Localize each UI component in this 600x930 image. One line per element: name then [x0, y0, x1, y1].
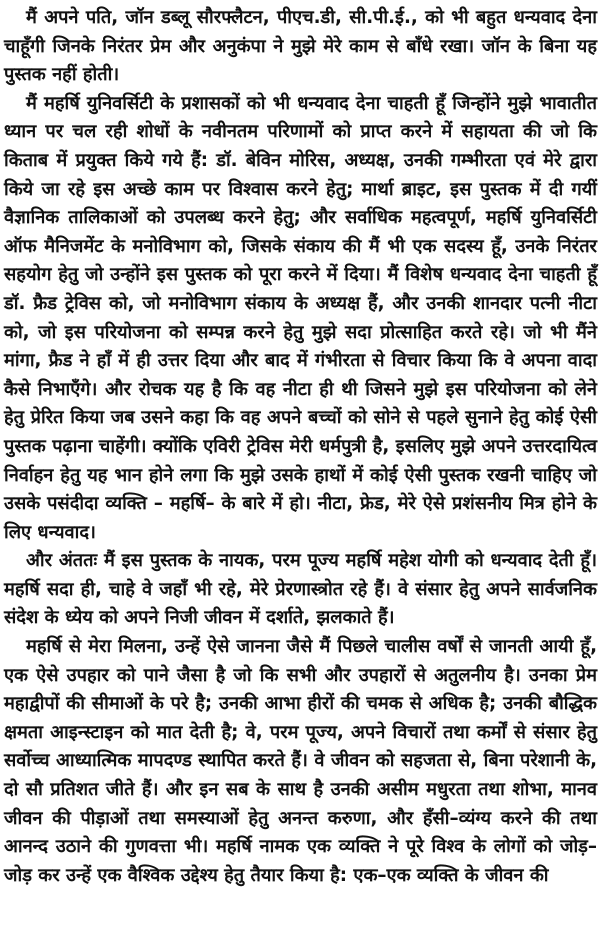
paragraph-thanks-university: मैं महर्षि युनिवर्सिटी के प्रशासकों को भी धन्यवाद देना चाहती हूँ जिन्होंने मुझे भावातीत ध्यान पर चल रही शोधों के नवीनतम परिणामों को प्राप्त करने में सहायता की जो कि किताब में प्रयुक्त किये गये हैं: डॉ. बेविन मोरिस, अध्यक्ष, उनकी गम्भीरता एवं मेरे द्वारा किये जा रहे इस अच्छे काम पर विश्वास करने हेतु; मार्था ब्राइट, इस पुस्तक में दी गयीं वैज्ञानिक तालिकाओं को उपलब्ध करने हेतु; और सर्वाधिक महत्वपूर्ण, महर्षि युनिवर्सिटी ऑफ मैनिजमेंट के मनोविभाग को, जिसके संकाय की मैं भी एक सदस्य हूँ, उनके निरंतर सहयोग हेतु जो उन्होंने इस पुस्तक को पूरा करने में दिया। मैं विशेष धन्यवाद देना चाहती हूँ डॉ. फ्रैड ट्रेविस को, जो मनोविभाग संकाय के अध्यक्ष हैं, और उनकी शानदार पत्नी नीटा को, जो इस परियोजना को सम्पन्न करने हेतु मुझे सदा प्रोत्साहित करते रहे। जो भी मैंने मांगा, फ्रैड ने हाँ में ही उत्तर दिया और बाद में गंभीरता से विचार किया कि वे अपना वादा कैसे निभाएँगे। और रोचक यह है कि वह नीटा ही थी जिसने मुझे इस परियोजना को लेने हेतु प्रेरित किया जब उसने कहा कि वह अपने बच्चों को सोने से पहले सुनाने हेतु कोई ऐसी पुस्तक पढ़ाना चाहेंगी। क्योंकि एविरी ट्रेविस मेरी धर्मपुत्री है, इसलिए मुझे अपने उत्तरदायित्व निर्वाहन हेतु यह भान होने लगा कि मुझे उसके हाथों में कोई ऐसी पुस्तक रखनी चाहिए जो उसके पसंदीदा व्यक्ति – महर्षि– के बारे में हो। नीटा, फ्रेड, मेरे ऐसे प्रशंसनीय मित्र होने के लिए धन्यवाद। — [4, 92, 597, 543]
paragraph-about-maharishi: महर्षि से मेरा मिलना, उन्हें ऐसे जानना जैसे मैं पिछले चालीस वर्षों से जानती आयी हूँ, एक ऐसे उपहार को पाने जैसा है जो कि सभी और उपहारों से अतुलनीय है। उनका प्रेम महाद्वीपों की सीमाओं के परे है; उनकी आभा हीरों की चमक से अधिक है; उनकी बौद्धिक क्षमता आइन्स्टाइन को मात देती है; वे, परम पूज्य, अपने विचारों तथा कर्मों से संसार हेतु सर्वोच्च आध्यात्मिक मापदण्ड स्थापित करते हैं। वे जीवन को सहजता से, बिना परेशानी के, दो सौ प्रतिशत जीते हैं। और इन सब के साथ है उनकी असीम मधुरता तथा शोभा, मानव जीवन की पीड़ाओं तथा समस्याओं हेतु अनन्त करुणा, और हँसी–व्यंग्य करने की तथा आनन्द उठाने की गुणवत्ता भी। महर्षि नामक एक व्यक्ति ने पूरे विश्व के लोगों को जोड़–जोड़ कर उन्हें एक वैश्विक उद्देश्य हेतु तैयार किया है: एक–एक व्यक्ति के जीवन की — [4, 636, 597, 886]
paragraph-thanks-husband: मैं अपने पति, जॉन डब्लू सौरफ्लैटन, पीएच.डी, सी.पी.ई., को भी बहुत धन्यवाद देना चाहूँगी जिनके निरंतर प्रेम और अनुकंपा ने मुझे मेरे काम से बाँधे रखा। जॉन के बिना यह पुस्तक नहीं होती। — [4, 7, 597, 86]
paragraph-thanks-maharishi: और अंततः मैं इस पुस्तक के नायक, परम पूज्य महर्षि महेश योगी को धन्यवाद देती हूँ। महर्षि सदा ही, चाहे वे जहाँ भी रहे, मेरे प्रेरणास्त्रोत रहे हैं। वे संसार हेतु अपने सार्वजनिक संदेश के ध्येय को अपने निजी जीवन में दर्शाते, झलकाते हैं। — [4, 550, 597, 629]
